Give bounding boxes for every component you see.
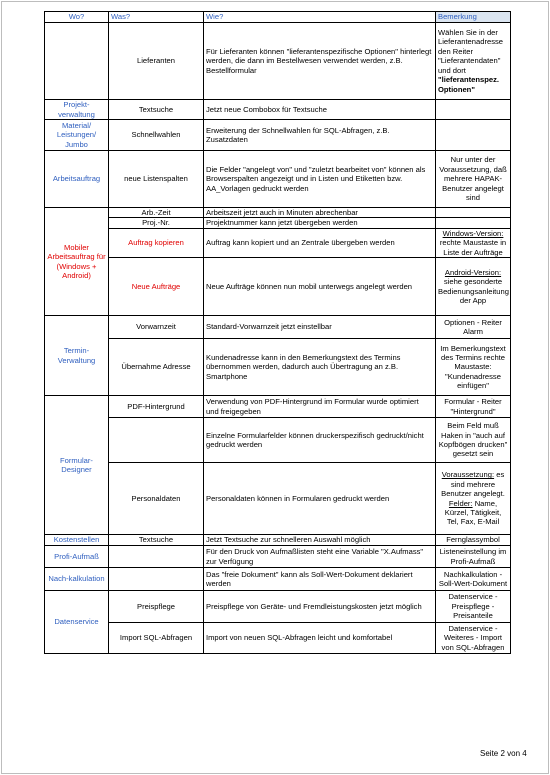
cell-was: Neue Aufträge [109, 258, 204, 316]
cell-wo: Profi-Aufmaß [45, 546, 109, 568]
table-row [45, 100, 511, 120]
cell-bemerkung [436, 218, 511, 228]
cell-was: Lieferanten [109, 23, 204, 100]
cell-was [109, 568, 204, 591]
table-row [45, 591, 511, 623]
cell-was: Textsuche [109, 100, 204, 120]
cell-bemerkung [436, 23, 511, 100]
cell-was: Proj.-Nr. [109, 218, 204, 228]
cell-bemerkung: Optionen - Reiter Alarm [436, 316, 511, 339]
header-was: Was? [109, 12, 204, 23]
cell-was: Arb.-Zeit [109, 208, 204, 218]
table-row [45, 120, 511, 151]
cell-bemerkung: Beim Feld muß Haken in "auch auf Kopfbögen drucken" gesetzt sein [436, 418, 511, 463]
cell-wie: Die Felder "angelegt von" und "zuletzt bearbeitet von" können als Browserspalten angezeigt und in Listen und Etiketten bzw. AA_Vorlagen gedruckt werden [204, 151, 436, 208]
table-row [45, 228, 511, 257]
cell-wo: Projekt-verwaltung [45, 100, 109, 120]
cell-wo: Termin-Verwaltung [45, 316, 109, 396]
table-row [45, 418, 511, 463]
cell-wo: Datenservice [45, 591, 109, 654]
cell-bemerkung [436, 228, 511, 257]
cell-was: Personaldaten [109, 463, 204, 535]
bemerkung-bold: "lieferantenspez. Optionen" [438, 75, 499, 94]
bemerkung-heading: Android-Version: [444, 267, 502, 277]
cell-wie: Preispflege von Geräte- und Fremdleistungskosten jetzt möglich [204, 591, 436, 623]
cell-wie: Verwendung von PDF-Hintergrund im Formular wurde optimiert und freigegeben [204, 396, 436, 418]
cell-was: neue Listenspalten [109, 151, 204, 208]
table-row [45, 23, 511, 100]
cell-bemerkung [436, 120, 511, 151]
cell-wie: Für Lieferanten können "lieferantenspezifische Optionen" hinterlegt werden, die dann im Bestellwesen verwendet werden, z.B. Bestellformular [204, 23, 436, 100]
cell-wie: Arbeitszeit jetzt auch in Minuten abrechenbar [204, 208, 436, 218]
cell-bemerkung: Listeneinstellung im Profi-Aufmaß [436, 546, 511, 568]
cell-wie: Das "freie Dokument" kann als Soll-Wert-Dokument deklariert werden [204, 568, 436, 591]
cell-was: Auftrag kopieren [109, 228, 204, 257]
header-bemerkung: Bemerkung [436, 12, 511, 23]
cell-was: Import SQL-Abfragen [109, 623, 204, 654]
table-row [45, 258, 511, 316]
cell-was: Übernahme Adresse [109, 339, 204, 396]
cell-wo: Material/ Leistungen/ Jumbo [45, 120, 109, 151]
bemerkung-heading: Voraussetzung: [441, 470, 495, 480]
bemerkung-text: Name, Kürzel, Tätigkeit, Tel, Fax, E-Mail [444, 498, 502, 527]
cell-was: Textsuche [109, 535, 204, 546]
cell-wo: Kostenstellen [45, 535, 109, 546]
bemerkung-text: es sind mehrere Benutzer angelegt. [441, 470, 505, 499]
cell-was: Vorwarnzeit [109, 316, 204, 339]
table-row [45, 568, 511, 591]
cell-wie: Neue Aufträge können nun mobil unterwegs angelegt werden [204, 258, 436, 316]
table-row [45, 463, 511, 535]
cell-wie: Personaldaten können in Formularen gedruckt werden [204, 463, 436, 535]
changes-table [44, 11, 511, 654]
cell-wo: Arbeitsauftrag [45, 151, 109, 208]
table-row [45, 623, 511, 654]
cell-was: Schnellwahlen [109, 120, 204, 151]
cell-wo [45, 23, 109, 100]
cell-wie: Jetzt neue Combobox für Textsuche [204, 100, 436, 120]
cell-wie: Auftrag kann kopiert und an Zentrale übergeben werden [204, 228, 436, 257]
cell-bemerkung: Nachkalkulation - Soll-Wert-Dokument [436, 568, 511, 591]
cell-wie: Projektnummer kann jetzt übergeben werden [204, 218, 436, 228]
cell-wie: Standard-Vorwarnzeit jetzt einstellbar [204, 316, 436, 339]
table-row [45, 151, 511, 208]
cell-bemerkung [436, 258, 511, 316]
table-row [45, 535, 511, 546]
cell-was [109, 546, 204, 568]
table-header-row [45, 12, 511, 23]
page-number: Seite 2 von 4 [480, 749, 527, 758]
cell-was [109, 418, 204, 463]
cell-wo: Nach-kalkulation [45, 568, 109, 591]
cell-wie: Erweiterung der Schnellwahlen für SQL-Abfragen, z.B. Zusatzdaten [204, 120, 436, 151]
cell-wie: Jetzt Textsuche zur schnelleren Auswahl möglich [204, 535, 436, 546]
bemerkung-heading: Windows-Version: [442, 228, 504, 238]
cell-bemerkung [436, 208, 511, 218]
cell-wie: Kundenadresse kann in den Bemerkungstext des Termins übernommen werden, dadurch auch Übertragung an z.B. Smartphone [204, 339, 436, 396]
table-row [45, 339, 511, 396]
cell-bemerkung: Nur unter der Voraussetzung, daß mehrere HAPAK-Benutzer angelegt sind [436, 151, 511, 208]
bemerkung-heading: Felder: [448, 498, 473, 508]
table-row [45, 218, 511, 228]
cell-wie: Einzelne Formularfelder können druckerspezifisch gedruckt/nicht gedruckt werden [204, 418, 436, 463]
header-wo: Wo? [45, 12, 109, 23]
cell-bemerkung [436, 463, 511, 535]
table-row [45, 546, 511, 568]
cell-bemerkung: Im Bemerkungstext des Termins rechte Maustaste: "Kundenadresse einfügen" [436, 339, 511, 396]
table-row [45, 316, 511, 339]
bemerkung-text: siehe gesonderte Bedienungsanleitung der App [438, 277, 509, 305]
table-row [45, 396, 511, 418]
cell-bemerkung [436, 100, 511, 120]
bemerkung-text: rechte Maustaste in Liste der Aufträge [439, 238, 507, 257]
cell-was: PDF-Hintergrund [109, 396, 204, 418]
cell-bemerkung: Datenservice - Preispflege - Preisanteile [436, 591, 511, 623]
cell-bemerkung: Formular - Reiter "Hintergrund" [436, 396, 511, 418]
cell-was: Preispflege [109, 591, 204, 623]
cell-wo: Mobiler Arbeitsauftrag für (Windows + Android) [45, 208, 109, 316]
cell-wie: Für den Druck von Aufmaßlisten steht eine Variable "X.Aufmass" zur Verfügung [204, 546, 436, 568]
table-row [45, 208, 511, 218]
cell-bemerkung: Fernglassymbol [436, 535, 511, 546]
bemerkung-text: Wählen Sie in der Lieferantenadresse den Reiter "Lieferantendaten" und dort [438, 28, 504, 75]
cell-wie: Import von neuen SQL-Abfragen leicht und komfortabel [204, 623, 436, 654]
cell-bemerkung: Datenservice - Weiteres - Import von SQL-Abfragen [436, 623, 511, 654]
header-wie: Wie? [204, 12, 436, 23]
cell-wo: Formular-Designer [45, 396, 109, 535]
